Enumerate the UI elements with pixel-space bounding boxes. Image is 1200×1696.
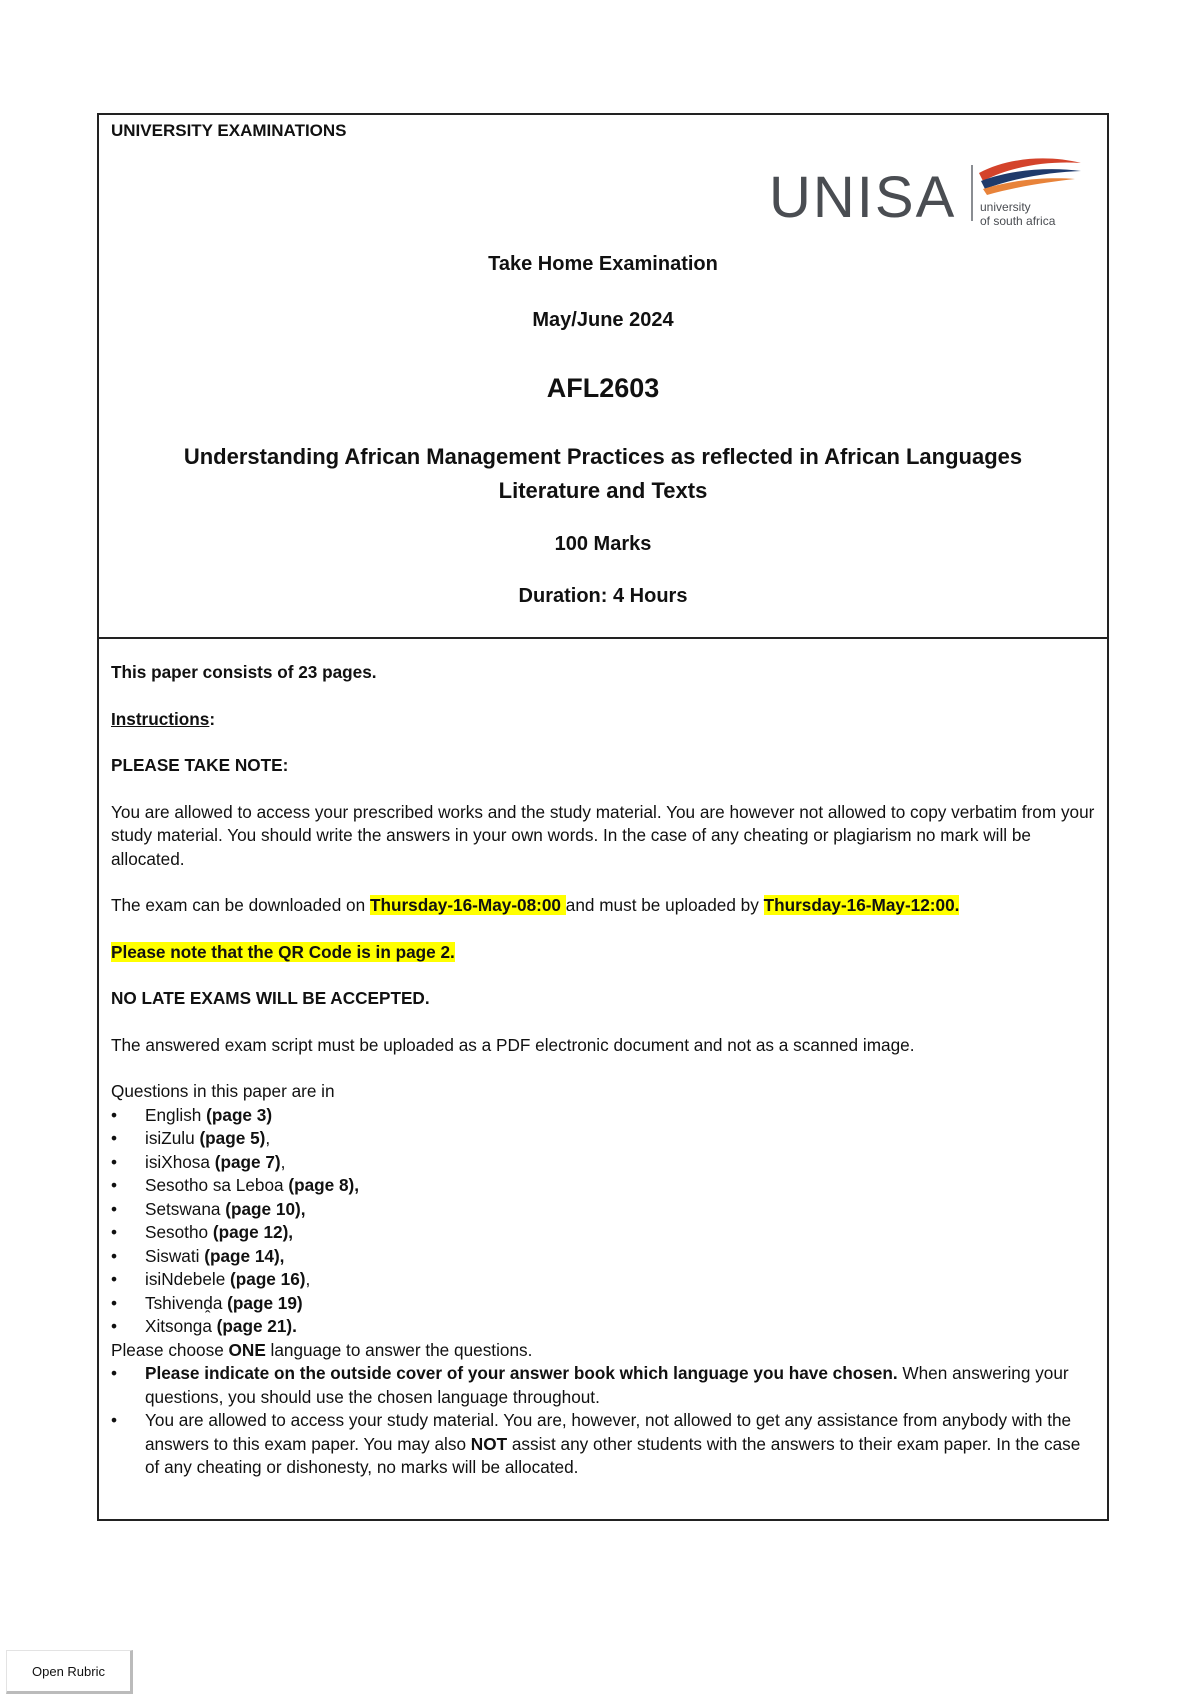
university-label: UNIVERSITY EXAMINATIONS [111, 121, 347, 140]
bullet-icon: • [111, 1151, 118, 1172]
exam-type: Take Home Examination [488, 253, 718, 275]
list-item: • You are allowed to access your study material. You are, however, not allowed to get any assistance from anybody with the answers to this exam paper. You may also NOT assist any other students with the answers to their exam paper. In the case of any cheating or dishonesty, no marks will be allocated. [111, 1410, 1081, 1477]
bullet-icon: • [111, 1410, 118, 1430]
late-notice: NO LATE EXAMS WILL BE ACCEPTED. [111, 988, 430, 1008]
questions-intro: Questions in this paper are in [111, 1081, 335, 1101]
bullet-icon: • [111, 1175, 118, 1195]
list-item: • Sesotho (page 12), [111, 1221, 1097, 1245]
pdf-notice: The answered exam script must be uploaded as a PDF electronic document and not as a scanned image. [111, 1034, 915, 1055]
list-item: • isiNdebele (page 16), [111, 1268, 1097, 1292]
access-paragraph: You are allowed to access your prescribed works and the study material. You are however not allowed to copy verbatim from your study material. You should write the answers in your own words. In the case of any cheating or plagiarism no mark will be allocated. [111, 801, 1095, 869]
list-item: • Please indicate on the outside cover of your answer book which language you have chosen. When answering your questions, you should use the chosen language throughout. [111, 1363, 1069, 1407]
instructions-heading: Instructions: [111, 708, 216, 729]
bullet-icon: • [111, 1292, 118, 1313]
module-code: AFL2603 [546, 373, 660, 403]
bullet-icon: • [111, 1363, 118, 1383]
total-marks: 100 Marks [554, 533, 652, 555]
notes-list [111, 1362, 1097, 1480]
list-item: • Siswati (page 14), [111, 1245, 1097, 1269]
page-count: This paper consists of 23 pages. [111, 662, 377, 682]
download-upload-times: The exam can be downloaded on Thursday-16-May-08:00 and must be uploaded by Thursday-16-May-12:00. [111, 895, 960, 915]
bullet-icon: • [111, 1316, 118, 1336]
exam-duration: Duration: 4 Hours [518, 585, 688, 607]
bullet-icon: • [111, 1198, 118, 1219]
module-title: Understanding African Management Practices as reflected in African Languages Literature and Texts [183, 444, 1023, 503]
language-list [111, 1104, 1097, 1339]
download-time: Thursday-16-May-08:00 [369, 895, 566, 915]
list-item: • Xitsonga (page 21). [111, 1315, 1097, 1339]
open-rubric-button[interactable]: Open Rubric [6, 1650, 133, 1694]
cover-header-section [99, 115, 1107, 639]
list-item: • Setswana (page 10), [111, 1198, 1097, 1222]
choose-language: Please choose ONE language to answer the questions. [111, 1339, 533, 1360]
list-item: • isiXhosa (page 7), [111, 1151, 1097, 1175]
bullet-icon: • [111, 1269, 118, 1289]
list-item: • Tshivenḓa (page 19) [111, 1292, 1097, 1316]
bullet-icon: • [111, 1128, 118, 1148]
logo-wordmark: UNISA [769, 165, 957, 230]
logo-tagline-line2: of south africa [980, 214, 1056, 228]
upload-time: Thursday-16-May-12:00. [763, 895, 960, 915]
bullet-icon: • [111, 1104, 118, 1125]
unisa-logo [769, 151, 1089, 231]
logo-tagline-line1: university [980, 200, 1031, 214]
list-item: • Sesotho sa Leboa (page 8), [111, 1174, 1097, 1198]
exam-cover-frame [97, 113, 1109, 1521]
list-item: • English (page 3) [111, 1104, 1097, 1128]
bullet-icon: • [111, 1245, 118, 1266]
instructions-section [111, 661, 1097, 1480]
bullet-icon: • [111, 1222, 118, 1242]
take-note-heading: PLEASE TAKE NOTE: [111, 755, 289, 775]
exam-session: May/June 2024 [532, 309, 674, 331]
list-item: • isiZulu (page 5), [111, 1127, 1097, 1151]
qr-note: Please note that the QR Code is in page 2. [111, 941, 455, 962]
